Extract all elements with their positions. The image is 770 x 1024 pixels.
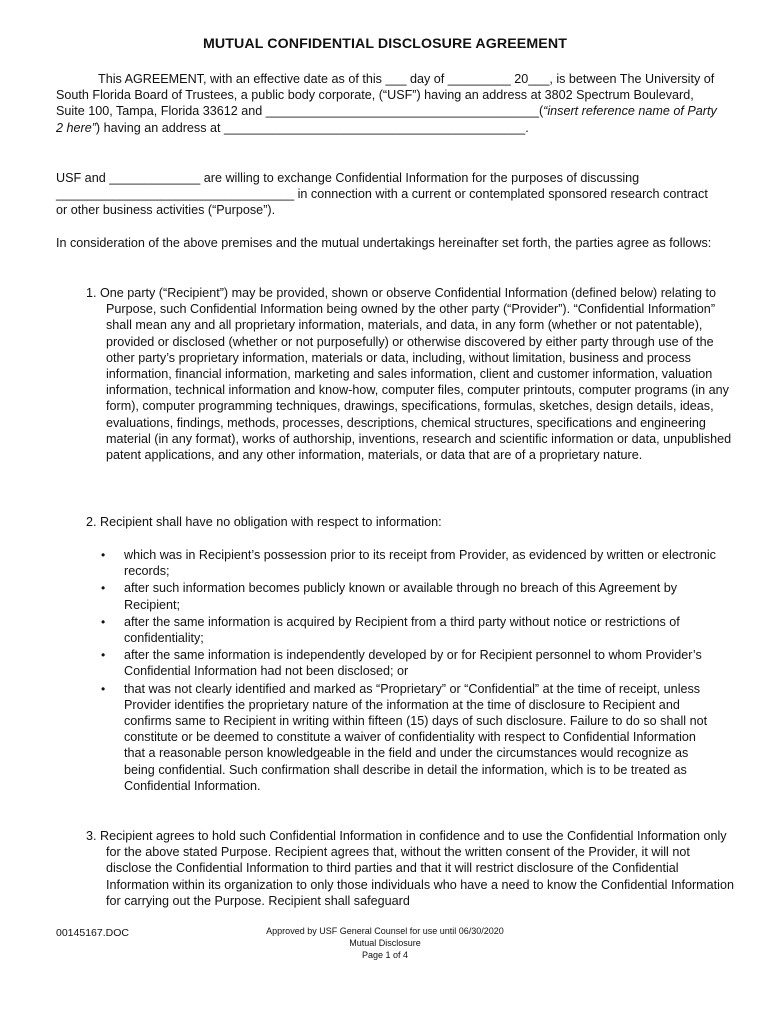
- intro-party2-placeholder: “insert reference name of Party 2 here”: [56, 104, 717, 135]
- clause-3-obligations: 3. Recipient agrees to hold such Confidential Information in confidence and to use the Confidential Information only for the above stated Purpose. Recipient agrees that, without the written consent of the Provider, it will not disclose the Confidential Information to third parties and that it will restrict disclosure of the Confidential Information within its organization to only those individuals who have a need to know the Confidential Information for carrying out the Purpose. Recipient shall safeguard: [86, 829, 734, 908]
- intro-paragraph: [56, 71, 718, 136]
- footer-center: [220, 925, 550, 961]
- list-item: • which was in Recipient’s possession prior to its receipt from Provider, as evidenced by written or electronic records;: [100, 547, 720, 579]
- footer-approval: Approved by USF General Counsel for use until 06/30/2020: [266, 926, 504, 936]
- footer-doc-type: Mutual Disclosure: [349, 938, 421, 948]
- list-item: • after such information becomes publicly known or available through no breach of this Agreement by Recipient;: [100, 580, 720, 612]
- footer-doc-id: 00145167.DOC: [56, 927, 129, 939]
- intro-text-part2: ) having an address at ___________________________________________.: [95, 120, 529, 135]
- document-title: MUTUAL CONFIDENTIAL DISCLOSURE AGREEMENT: [203, 36, 567, 52]
- clause-2-exclusions: 2. Recipient shall have no obligation with respect to information:: [86, 515, 442, 529]
- footer-page-number: Page 1 of 4: [361, 950, 409, 960]
- purpose-paragraph: USF and _____________ are willing to exchange Confidential Information for the purposes of discussing __________________________________ in connection with a current or contemplated sponsored research contract or other business activities (“Purpose”).: [56, 171, 708, 218]
- intro-text-part1: This AGREEMENT, with an effective date as of this ___ day of _________ 20___, is between The University of South Florida Board of Trustees, a public body corporate, (“USF”) having an address at 3802 Spectrum Boulevard, Suite 100, Tampa, Florida 33612 and _______________________________________(: [56, 72, 715, 119]
- consideration-paragraph: In consideration of the above premises and the mutual undertakings hereinafter set forth, the parties agree as follows:: [56, 236, 712, 250]
- list-item: • after the same information is acquired by Recipient from a third party without notice or restrictions of confidentiality;: [100, 614, 720, 646]
- list-item: • that was not clearly identified and marked as “Proprietary” or “Confidential” at the time of receipt, unless Provider identifies the proprietary nature of the information at the time of disclosure to Recipient and confirms same to Recipient in writing within fifteen (15) days of such disclosure. Failure to do so shall not constitute or be deemed to constitute a waiver of confidentiality with respect to Confidential Information that a reasonable person knowledgeable in the field and under the circumstances would recognize as being confidential. Such confirmation shall describe in detail the information, which is to be treated as Confidential Information.: [100, 681, 720, 794]
- list-item: • after the same information is independently developed by or for Recipient personnel to whom Provider’s Confidential Information had not been disclosed; or: [100, 647, 720, 679]
- exclusions-list: [100, 547, 720, 795]
- clause-1-definition: 1. One party (“Recipient”) may be provided, shown or observe Confidential Information (defined below) relating to Purpose, such Confidential Information being owned by the other party (“Provider”). “Confidential Information” shall mean any and all proprietary information, materials, and data, in any form (whether or not patentable), provided or disclosed (whether or not purposefully) or otherwise discovered by either party through use of the other party’s proprietary information, materials or data, including, without limitation, business and process information, financial information, marketing and sales information, client and customer information, valuation information, technical information and know-how, computer files, computer printouts, computer programs (in any form), computer programming techniques, drawings, specifications, formulas, sketches, design details, ideas, evaluations, findings, methods, processes, descriptions, chemical structures, specifications and engineering material (in any format), works of authorship, inventions, research and scientific information or data, unpublished patent applications, and any other information, materials, or data that are of a proprietary nature.: [86, 286, 732, 463]
